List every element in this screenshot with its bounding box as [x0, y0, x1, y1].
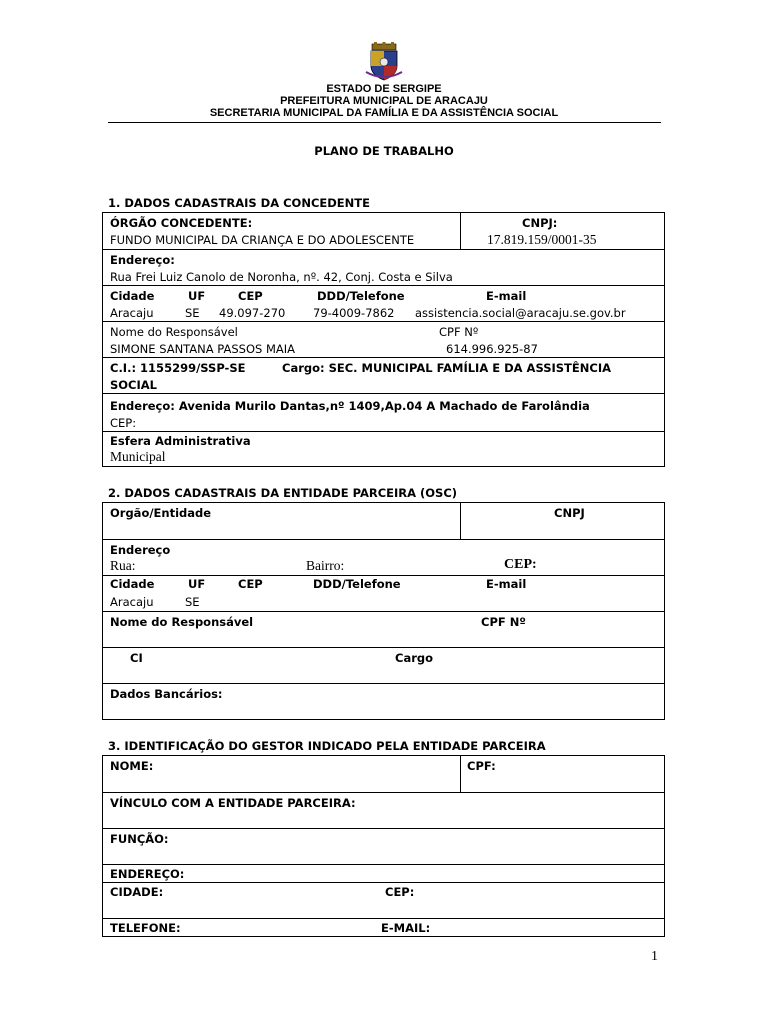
s2-banco-label: Dados Bancários: [110, 687, 223, 701]
s1-row-ci-cargo [103, 357, 664, 394]
s1-responsavel-value: SIMONE SANTANA PASSOS MAIA [110, 342, 296, 356]
s1-cargo-line2: SOCIAL [110, 378, 158, 392]
s1-esfera-label: Esfera Administrativa [110, 434, 251, 448]
header-state: ESTADO DE SERGIPE [326, 83, 442, 95]
s2-email-label: E-mail [486, 577, 527, 591]
s2-cnpj-label: CNPJ [554, 506, 585, 520]
page-number: 1 [651, 949, 658, 964]
section3-table [102, 755, 665, 937]
section2-heading: 2. DADOS CADASTRAIS DA ENTIDADE PARCEIRA (OSC) [108, 486, 458, 500]
s2-row-endereco [103, 539, 664, 576]
s1-responsavel-label: Nome do Responsável [110, 325, 238, 339]
s3-row-endereco [103, 864, 664, 883]
s2-row-contato [103, 575, 664, 612]
s1-cargo-line1: Cargo: SEC. MUNICIPAL FAMÍLIA E DA ASSISTÊNCIA [282, 361, 611, 375]
document-title: PLANO DE TRABALHO [314, 144, 454, 158]
section1-heading: 1. DADOS CADASTRAIS DA CONCEDENTE [108, 196, 370, 210]
s3-row-telefone [103, 918, 664, 937]
s1-endereco-value: Rua Frei Luiz Canolo de Noronha, nº. 42, Conj. Costa e Silva [110, 270, 453, 284]
s1-ddd-value: 79-4009-7862 [313, 306, 395, 320]
s1-cidade-value: Aracaju [110, 306, 154, 320]
s1-orgao-label: ÓRGÃO CONCEDENTE: [110, 216, 253, 230]
s2-cep-label: CEP [238, 577, 263, 591]
s2-ddd-label: DDD/Telefone [313, 577, 401, 591]
section3-heading: 3. IDENTIFICAÇÃO DO GESTOR INDICADO PELA ENTIDADE PARCEIRA [108, 739, 546, 753]
s1-row-responsavel [103, 321, 664, 358]
s1-orgao-value: FUNDO MUNICIPAL DA CRIANÇA E DO ADOLESCENTE [110, 233, 415, 247]
s1-cep-value: 49.097-270 [219, 306, 286, 320]
s3-nome-label: NOME: [110, 759, 154, 773]
s2-cpf-label: CPF Nº [481, 615, 526, 629]
s1-row-contato [103, 285, 664, 322]
s3-row-funcao [103, 828, 664, 865]
s1-endereco2: Endereço: Avenida Murilo Dantas,nº 1409,Ap.04 A Machado de Farolândia [110, 399, 590, 413]
s2-orgao-label: Orgão/Entidade [110, 506, 212, 520]
s2-cidade-value: Aracaju [110, 595, 154, 609]
s3-cep-label: CEP: [385, 885, 415, 899]
s2-bairro-label: Bairro: [306, 558, 345, 573]
s1-cnpj-value: 17.819.159/0001-35 [487, 232, 597, 247]
s2-cargo-label: Cargo [395, 651, 434, 665]
s1-esfera-value: Municipal [110, 449, 166, 464]
s1-cpf-value: 614.996.925-87 [446, 342, 538, 356]
s3-cpf-label: CPF: [467, 759, 496, 773]
s1-endereco-label: Endereço: [110, 253, 175, 267]
section1-table [102, 212, 665, 467]
s3-vinculo-label: VÍNCULO COM A ENTIDADE PARCEIRA: [110, 796, 356, 810]
s1-row-endereco [103, 249, 664, 286]
s2-row-ci-cargo [103, 647, 664, 684]
s3-row-vinculo [103, 792, 664, 829]
s1-email-value: assistencia.social@aracaju.se.gov.br [415, 306, 626, 320]
s2-responsavel-label: Nome do Responsável [110, 615, 254, 629]
s1-cidade-label: Cidade [110, 289, 155, 303]
coat-of-arms-icon [364, 42, 404, 82]
s1-cep-label: CEP [238, 289, 263, 303]
s3-email-label: E-MAIL: [381, 921, 431, 935]
s3-telefone-label: TELEFONE: [110, 921, 181, 935]
s3-funcao-label: FUNÇÃO: [110, 832, 169, 846]
s2-row-banco [103, 683, 664, 720]
s1-row-endereco2 [103, 393, 664, 432]
s1-row-esfera [103, 431, 664, 467]
s2-cidade-label: Cidade [110, 577, 155, 591]
s2-row-responsavel [103, 611, 664, 648]
s1-row-orgao [103, 213, 664, 249]
s2-endereco-label: Endereço [110, 543, 171, 557]
s1-ddd-label: DDD/Telefone [317, 289, 405, 303]
s2-row-orgao [103, 503, 664, 539]
s1-uf-value: SE [185, 306, 200, 320]
s2-rua-label: Rua: [110, 558, 136, 573]
s3-endereco-label: ENDEREÇO: [110, 867, 185, 881]
s1-uf-label: UF [188, 289, 206, 303]
s2-uf-label: UF [188, 577, 206, 591]
s3-row-nome [103, 756, 664, 792]
header-divider [108, 122, 661, 123]
s1-email-label: E-mail [486, 289, 527, 303]
header-secretariat: SECRETARIA MUNICIPAL DA FAMÍLIA E DA ASSISTÊNCIA SOCIAL [209, 107, 559, 119]
s3-row-cidade [103, 882, 664, 919]
s1-cnpj-label: CNPJ: [522, 216, 558, 230]
s1-ci-label: C.I.: 1155299/SSP-SE [110, 361, 246, 375]
s2-ci-label: CI [130, 651, 143, 665]
header-city-hall: PREFEITURA MUNICIPAL DE ARACAJU [280, 95, 488, 107]
s3-cidade-label: CIDADE: [110, 885, 164, 899]
s1-cep2-label: CEP: [110, 416, 137, 430]
s2-uf-value: SE [185, 595, 200, 609]
s1-cpf-label: CPF Nº [439, 325, 479, 339]
s2-cep-label-big: CEP: [504, 557, 537, 572]
section2-table [102, 502, 665, 720]
